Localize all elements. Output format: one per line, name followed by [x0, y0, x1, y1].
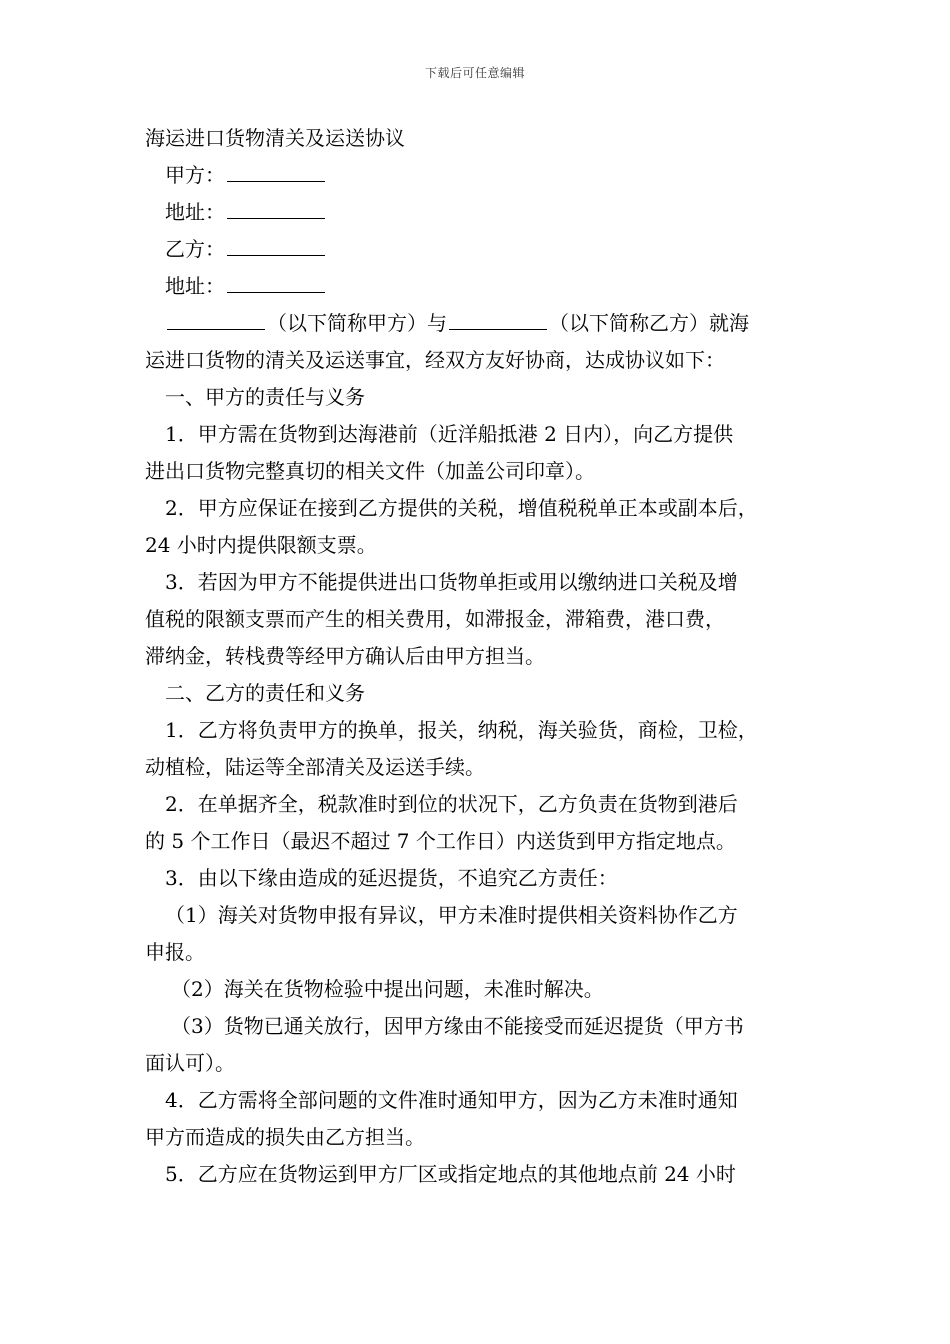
intro-paragraph-line1 — [145, 305, 825, 342]
party-b-line — [145, 231, 825, 268]
clause-1-1-line2: 进出口货物完整真切的相关文件（加盖公司印章）。 — [145, 459, 595, 483]
clause-1-3-line3: 滞纳金，转栈费等经甲方确认后由甲方担当。 — [145, 644, 545, 668]
clause-1-3-line2: 值税的限额支票而产生的相关费用，如滞报金，滞箱费，港口费， — [145, 607, 725, 631]
intro-part1: （以下简称甲方）与 — [267, 311, 447, 335]
clause-2-3-line1: 3．由以下缘由造成的延迟提货，不追究乙方责任： — [165, 866, 618, 890]
party-a-label: 甲方： — [165, 163, 225, 187]
section2-title: 二、乙方的责任和义务 — [165, 681, 365, 705]
address-a-line — [145, 194, 825, 231]
clause-2-3-b-line1: （2）海关在货物检验中提出问题，未准时解决。 — [171, 977, 604, 1001]
clause-2-3-c-line1: （3）货物已通关放行，因甲方缘由不能接受而延迟提货（甲方书 — [171, 1014, 744, 1038]
clause-2-3-c-line2: 面认可）。 — [145, 1051, 235, 1075]
clause-1-2-line1: 2．甲方应保证在接到乙方提供的关税，增值税税单正本或副本后， — [165, 496, 758, 520]
intro-party-b-blank — [449, 309, 547, 330]
clause-1-1-line1: 1．甲方需在货物到达海港前（近洋船抵港 2 日内），向乙方提供 — [165, 422, 734, 446]
intro-paragraph-line2: 运进口货物的清关及运送事宜，经双方友好协商，达成协议如下： — [145, 348, 725, 372]
clause-2-3-a-line2: 申报。 — [145, 940, 205, 964]
clause-1-3-line1: 3．若因为甲方不能提供进出口货物单拒或用以缴纳进口关税及增 — [165, 570, 738, 594]
address-b-blank — [227, 272, 325, 293]
intro-party-a-blank — [167, 309, 265, 330]
intro-part2: （以下简称乙方）就海 — [549, 311, 749, 335]
clause-2-1-line2: 动植检，陆运等全部清关及运送手续。 — [145, 755, 485, 779]
address-a-label: 地址： — [165, 200, 225, 224]
party-b-label: 乙方： — [165, 237, 225, 261]
clause-2-2-line2: 的 5 个工作日（最迟不超过 7 个工作日）内送货到甲方指定地点。 — [145, 829, 736, 853]
clause-2-1-line1: 1．乙方将负责甲方的换单，报关，纳税，海关验货，商检，卫检， — [165, 718, 758, 742]
address-b-line — [145, 268, 825, 305]
party-a-line — [145, 157, 825, 194]
page-header-note: 下载后可任意编辑 — [424, 66, 525, 80]
clause-2-5-line1: 5．乙方应在货物运到甲方厂区或指定地点的其他地点前 24 小时 — [165, 1162, 736, 1186]
clause-2-4-line2: 甲方而造成的损失由乙方担当。 — [145, 1125, 425, 1149]
clause-2-4-line1: 4．乙方需将全部问题的文件准时通知甲方，因为乙方未准时通知 — [165, 1088, 738, 1112]
section1-title: 一、甲方的责任与义务 — [165, 385, 365, 409]
document-title: 海运进口货物清关及运送协议 — [145, 126, 405, 150]
party-a-blank — [227, 161, 325, 182]
clause-2-3-a-line1: （1）海关对货物申报有异议，甲方未准时提供相关资料协作乙方 — [165, 903, 738, 927]
clause-1-2-line2: 24 小时内提供限额支票。 — [145, 533, 377, 557]
clause-2-2-line1: 2．在单据齐全，税款准时到位的状况下，乙方负责在货物到港后 — [165, 792, 738, 816]
address-b-label: 地址： — [165, 274, 225, 298]
party-b-blank — [227, 235, 325, 256]
document-body — [145, 120, 825, 1193]
address-a-blank — [227, 198, 325, 219]
